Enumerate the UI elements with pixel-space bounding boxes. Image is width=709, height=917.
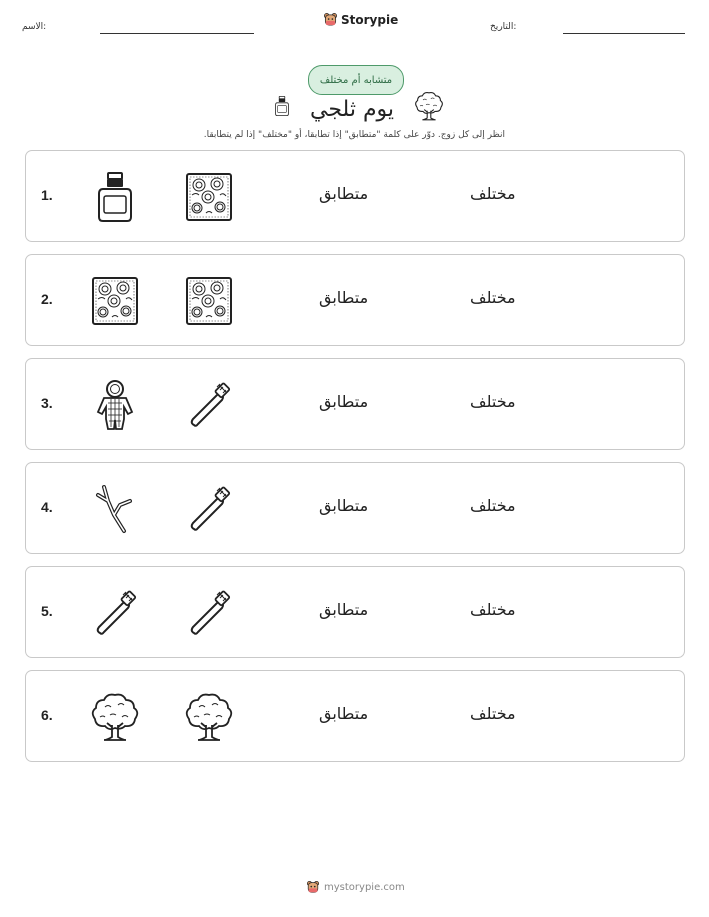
bottle-icon: [90, 171, 140, 223]
date-line[interactable]: [563, 33, 685, 34]
list-item: [25, 358, 685, 450]
item-number: 6.: [41, 707, 53, 723]
item-number: 1.: [41, 187, 53, 203]
tree-decoration-icon: [414, 90, 444, 122]
item-number: 5.: [41, 603, 53, 619]
same-option[interactable]: متطابق: [319, 392, 369, 411]
same-option[interactable]: متطابق: [319, 600, 369, 619]
item-number: 2.: [41, 291, 53, 307]
different-option[interactable]: مختلف: [470, 496, 516, 515]
name-label: الاسم:: [22, 22, 47, 32]
brand-logo: [323, 12, 398, 27]
different-option[interactable]: مختلف: [470, 392, 516, 411]
item-number: 4.: [41, 499, 53, 515]
toothbrush-icon: [184, 483, 234, 535]
list-item: [25, 566, 685, 658]
bottle-decoration-icon: [272, 92, 292, 120]
toothbrush-icon: [184, 379, 234, 431]
snowsuit-icon: [90, 379, 140, 431]
same-option[interactable]: متطابق: [319, 184, 369, 203]
same-option[interactable]: متطابق: [319, 496, 369, 515]
page-title: يوم ثلجي: [310, 97, 395, 122]
tree-icon: [184, 691, 234, 743]
list-item: [25, 254, 685, 346]
toothbrush-icon: [184, 587, 234, 639]
item-number: 3.: [41, 395, 53, 411]
bear-logo-icon: [306, 880, 320, 894]
instructions: انظر إلى كل زوج. دوّر على كلمة "متطابق" إذا تطابقا، أو "مختلف" إذا لم يتطابقا.: [203, 130, 505, 140]
different-option[interactable]: مختلف: [470, 600, 516, 619]
list-item: [25, 670, 685, 762]
worksheet-type-badge: متشابه أم مختلف: [308, 65, 404, 95]
bear-logo-icon: [323, 12, 338, 27]
same-option[interactable]: متطابق: [319, 704, 369, 723]
flower-quilt-icon: [90, 275, 140, 327]
tree-icon: [90, 691, 140, 743]
footer-site-link[interactable]: mystorypie.com: [324, 881, 405, 893]
footer: [306, 880, 405, 894]
toothbrush-icon: [90, 587, 140, 639]
flower-quilt-icon: [184, 275, 234, 327]
list-item: [25, 150, 685, 242]
brand-name: Storypie: [341, 12, 399, 27]
list-item: [25, 462, 685, 554]
different-option[interactable]: مختلف: [470, 704, 516, 723]
flower-quilt-icon: [184, 171, 234, 223]
name-line[interactable]: [100, 33, 254, 34]
date-label: التاريخ:: [490, 22, 517, 32]
different-option[interactable]: مختلف: [470, 288, 516, 307]
different-option[interactable]: مختلف: [470, 184, 516, 203]
same-option[interactable]: متطابق: [319, 288, 369, 307]
twig-icon: [90, 483, 140, 535]
